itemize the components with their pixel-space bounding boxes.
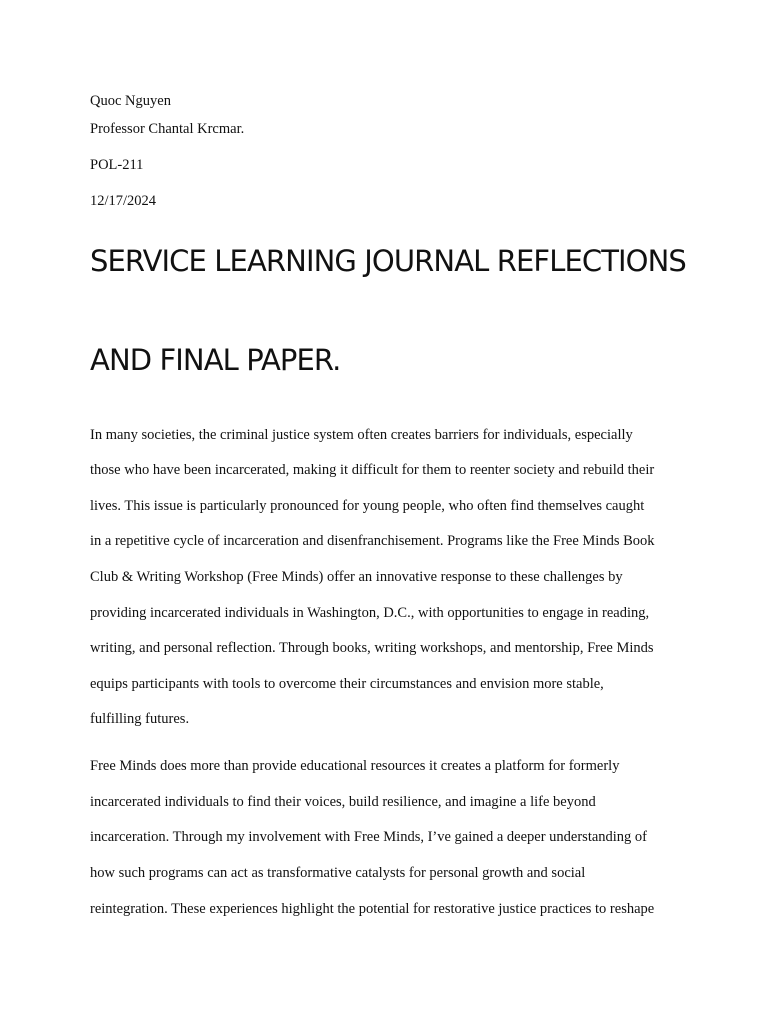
document-title-line-2: AND FINAL PAPER. bbox=[90, 343, 341, 377]
paragraph-line: equips participants with tools to overcome their circumstances and envision more stable, bbox=[90, 676, 604, 692]
paragraph-line: writing, and personal reflection. Through books, writing workshops, and mentorship, Free Minds bbox=[90, 640, 654, 656]
paragraph-line: Club & Writing Workshop (Free Minds) offer an innovative response to these challenges by bbox=[90, 569, 623, 585]
paragraph-line: in a repetitive cycle of incarceration and disenfranchisement. Programs like the Free Minds Book bbox=[90, 533, 655, 549]
paragraph-line: incarceration. Through my involvement with Free Minds, I’ve gained a deeper understanding of bbox=[90, 829, 648, 845]
document-date: 12/17/2024 bbox=[90, 193, 157, 209]
course-code: POL-211 bbox=[90, 157, 144, 173]
document-title-line-1: SERVICE LEARNING JOURNAL REFLECTIONS bbox=[90, 244, 686, 278]
paragraph-line: Free Minds does more than provide educational resources it creates a platform for formerly bbox=[90, 758, 620, 774]
paragraph-line: those who have been incarcerated, making it difficult for them to reenter society and rebuild their bbox=[90, 462, 655, 478]
paragraph-line: lives. This issue is particularly pronounced for young people, who often find themselves caught bbox=[90, 498, 645, 514]
paragraph-line: incarcerated individuals to find their voices, build resilience, and imagine a life beyond bbox=[90, 794, 596, 810]
paragraph-line: how such programs can act as transformative catalysts for personal growth and social bbox=[90, 865, 586, 881]
paragraph-line: fulfilling futures. bbox=[90, 711, 190, 727]
paragraph-line: reintegration. These experiences highlight the potential for restorative justice practices to reshape bbox=[90, 901, 655, 917]
paragraph-line: providing incarcerated individuals in Washington, D.C., with opportunities to engage in reading, bbox=[90, 605, 650, 621]
professor-name: Professor Chantal Krcmar. bbox=[90, 121, 245, 137]
author-name: Quoc Nguyen bbox=[90, 93, 171, 109]
paragraph-line: In many societies, the criminal justice system often creates barriers for individuals, especially bbox=[90, 427, 633, 443]
